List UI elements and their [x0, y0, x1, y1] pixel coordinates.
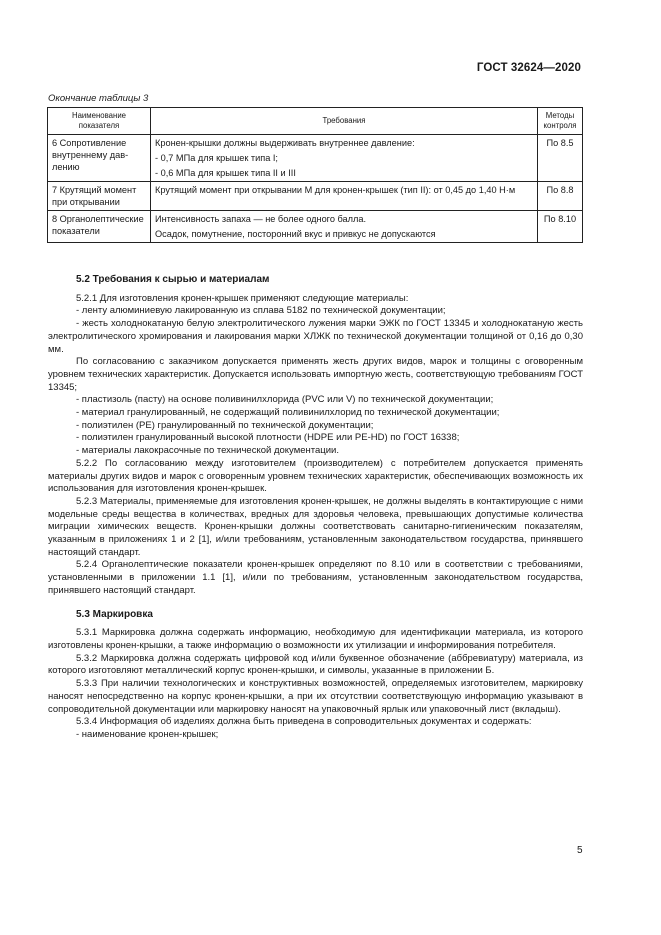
list-item: - материал гранулированный, не содержащий поливинилхлорид по технической документации;	[76, 407, 500, 419]
header-indicator-name: Наименование показателя	[48, 108, 151, 135]
paragraph: 5.2.2 По согласованию между изготовителем (производителем) с потребителем допускается применять материалы других видов и марок с оговоренным уровнем технических характеристик, обеспечивающих возможность их использования для изготовления кронен-крышек.	[48, 457, 583, 495]
list-item: - наименование кронен-крышек;	[76, 728, 219, 740]
requirement-line: Крутящий момент при открывании М для кронен-крышек (тип II): от 0,45 до 1,40 Н·м	[155, 185, 516, 195]
document-body	[48, 274, 583, 742]
header-control-methods: Методы контроля	[538, 108, 583, 135]
table-header-row	[48, 108, 583, 135]
requirement-line: Осадок, помутнение, посторонний вкус и привкус не допускаются	[155, 229, 436, 239]
paragraph: 5.3.1 Маркировка должна содержать информацию, необходимую для идентификации материала, из которого изготовлены кронен-крышки, а также информацию о возможности их утилизации и информирования потребителя.	[48, 627, 583, 651]
header-requirements: Требования	[151, 108, 538, 135]
row-indicator-name: 6 Сопротивление внутреннему давлению	[48, 135, 151, 182]
requirement-line: - 0,6 МПа для крышек типа II и III	[155, 168, 296, 178]
document-standard-header: ГОСТ 32624—2020	[476, 62, 581, 74]
paragraph: 5.3.2 Маркировка должна содержать цифровой код и/или буквенное обозначение (аббревиатуру) материала, из которого изготовляют металлический корпус кронен-крышки, и символы, указанные в приложении Б.	[48, 652, 583, 677]
paragraph: 5.2.3 Материалы, применяемые для изготовления кронен-крышек, не должны выделять в контактирующие с ними модельные среды вещества в количествах, вредных для здоровья человека, превышающих допустимые количества миграции химических веществ. Кронен-крышки должны соответствовать санитарно-гигиеническим показателям, указанным в приложениях 1 и 2 [1], и/или требованиям, установленным законодательством государства, принявшего настоящий стандарт.	[48, 495, 583, 558]
requirement-line: Кронен-крышки должны выдерживать внутреннее давление:	[155, 138, 415, 148]
paragraph: 5.2.1 Для изготовления кронен-крышек применяют следующие материалы:	[76, 292, 409, 304]
row-method: По 8.5	[538, 135, 583, 182]
list-item: - полиэтилен гранулированный высокой плотности (HDPE или PE-HD) по ГОСТ 16338;	[76, 432, 460, 444]
row-indicator-name: 7 Крутящий момент при открывании	[48, 182, 151, 211]
section-title: 5.2 Требования к сырью и материалам	[76, 274, 270, 285]
table-caption: Окончание таблицы 3	[48, 93, 149, 104]
requirement-line: Интенсивность запаха — не более одного балла.	[155, 214, 367, 224]
paragraph: 5.3.4 Информация об изделиях должна быть приведена в сопроводительных документах и содержать:	[76, 716, 532, 728]
row-requirements	[151, 182, 538, 211]
paragraph: 5.2.4 Органолептические показатели кронен-крышек определяют по 8.10 или в соответствии с требованиями, установленными в приложении 1.1 [1], и/или по требованиям, установленным законодательством государства, принявшего настоящий стандарт.	[48, 559, 583, 596]
paragraph: 5.3.3 При наличии технологических и конструктивных возможностей, определяемых изготовителем, маркировку наносят непосредственно на корпус кронен-крышки, а при их отсутствии соответствующую информацию указывают в сопроводительной документации или маркировку наносят на упаковочный ярлык или упаковочный лист (вкладыш).	[48, 678, 583, 715]
list-item: - материалы лакокрасочные по технической документации.	[76, 445, 339, 457]
row-method: По 8.8	[538, 182, 583, 211]
table-row	[48, 135, 583, 182]
row-requirements	[151, 135, 538, 182]
table-row	[48, 182, 583, 211]
requirement-line: - 0,7 МПа для крышек типа I;	[155, 153, 278, 163]
row-method: По 8.10	[538, 211, 583, 243]
requirements-table	[47, 107, 583, 243]
section-title: 5.3 Маркировка	[76, 608, 153, 620]
list-item: - пластизоль (пасту) на основе поливинилхлорида (PVC или V) по технической документации;	[76, 394, 494, 406]
row-requirements	[151, 211, 538, 243]
list-item: - жесть холоднокатаную белую электролитического лужения марки ЭЖК по ГОСТ 13345 и холоднокатаную жесть электролитического хромирования и лакирования марки ХЛЖК по технической документации толщиной от 0,16 до 0,30 мм.	[48, 318, 583, 355]
list-item: - полиэтилен (PE) гранулированный по технической документации;	[76, 419, 374, 431]
row-indicator-name: 8 Органолептические показатели	[48, 211, 151, 243]
paragraph: По согласованию с заказчиком допускается применять жесть других видов, марок и толщины с оговоренным уровнем технических характеристик. Допускается использовать импортную жесть, соответствующую требованиям ГОСТ 13345;	[48, 356, 583, 393]
page-number: 5	[577, 845, 583, 856]
list-item: - ленту алюминиевую лакированную из сплава 5182 по технической документации;	[76, 305, 446, 317]
table-row	[48, 211, 583, 243]
